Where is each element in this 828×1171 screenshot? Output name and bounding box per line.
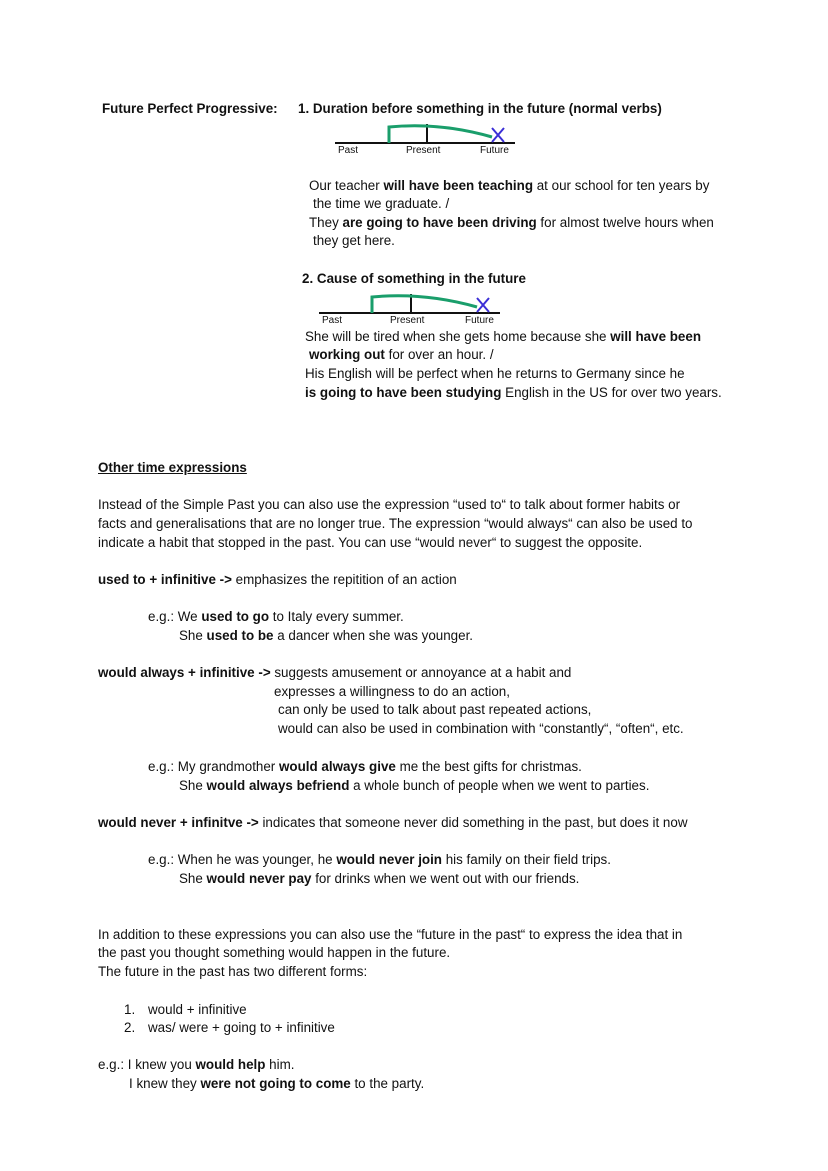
would-always-example-2: She would always befriend a whole bunch of people when we went to parties. — [179, 778, 650, 793]
future-in-past-intro-2: the past you thought something would happen in the future. — [98, 945, 451, 960]
timeline-2-cross-icon — [477, 298, 489, 312]
would-always-desc-4: would can also be used in combination with “constantly“, “often“, etc. — [278, 721, 684, 736]
section-heading: Future Perfect Progressive: — [102, 101, 278, 116]
other-time-expressions-heading: Other time expressions — [98, 460, 247, 475]
would-always-desc-3: can only be used to talk about past repeated actions, — [278, 702, 592, 717]
use1-example-2b: they get here. — [313, 233, 395, 248]
form-item-2: 2. was/ were + going to + infinitive — [124, 1020, 335, 1035]
use1-example-1: Our teacher will have been teaching at our school for ten years by — [309, 178, 710, 193]
future-in-past-example-2: I knew they were not going to come to the party. — [129, 1076, 425, 1091]
would-always-desc-2: expresses a willingness to do an action, — [274, 684, 510, 699]
would-never-rule: would never + infinitve -> indicates that someone never did something in the past, but does it now — [98, 815, 688, 830]
timeline-2-future: Future — [465, 315, 494, 326]
would-always-rule: would always + infinitive -> suggests amusement or annoyance at a habit and — [98, 665, 572, 680]
form-item-1: 1. would + infinitive — [124, 1002, 247, 1017]
use2-example-1: She will be tired when she gets home because she will have been — [305, 329, 701, 344]
use1-title: 1. Duration before something in the future (normal verbs) — [298, 101, 662, 116]
would-never-example-1: e.g.: When he was younger, he would never join his family on their field trips. — [148, 852, 611, 867]
future-in-past-example-1: e.g.: I knew you would help him. — [98, 1057, 295, 1072]
use2-title: 2. Cause of something in the future — [302, 271, 526, 286]
timeline-2-past: Past — [322, 315, 343, 326]
timeline-1-past: Past — [338, 145, 359, 156]
timeline-2-present: Present — [390, 315, 425, 326]
timeline-2-graphic — [0, 0, 828, 1]
use1-example-2: They are going to have been driving for almost twelve hours when — [309, 215, 714, 230]
would-always-example-1: e.g.: My grandmother would always give me the best gifts for christmas. — [148, 759, 582, 774]
intro-line-3: indicate a habit that stopped in the past. You can use “would never“ to suggest the opposite. — [98, 535, 643, 550]
use2-example-2b: is going to have been studying English in the US for over two years. — [305, 385, 722, 400]
intro-line-2: facts and generalisations that are no longer true. The expression “would always“ can also be used to — [98, 516, 693, 531]
use1-example-1b: the time we graduate. / — [313, 196, 450, 211]
intro-line-1: Instead of the Simple Past you can also use the expression “used to“ to talk about former habits or — [98, 497, 681, 512]
future-in-past-intro-1: In addition to these expressions you can also use the “future in the past“ to express the idea that in — [98, 927, 683, 942]
used-to-example-1: e.g.: We used to go to Italy every summer. — [148, 609, 404, 624]
timeline-1-present: Present — [406, 145, 441, 156]
use2-example-2: His English will be perfect when he returns to Germany since he — [305, 366, 685, 381]
timeline-2-duration-line — [372, 296, 477, 313]
timeline-1-cross-icon — [492, 128, 504, 142]
use2-example-1b: working out for over an hour. / — [309, 347, 494, 362]
would-never-example-2: She would never pay for drinks when we went out with our friends. — [179, 871, 580, 886]
used-to-rule: used to + infinitive -> emphasizes the repitition of an action — [98, 572, 457, 587]
timeline-1-future: Future — [480, 145, 509, 156]
used-to-example-2: She used to be a dancer when she was younger. — [179, 628, 474, 643]
future-in-past-intro-3: The future in the past has two different forms: — [98, 964, 368, 979]
timeline-1-duration-line — [389, 126, 492, 143]
